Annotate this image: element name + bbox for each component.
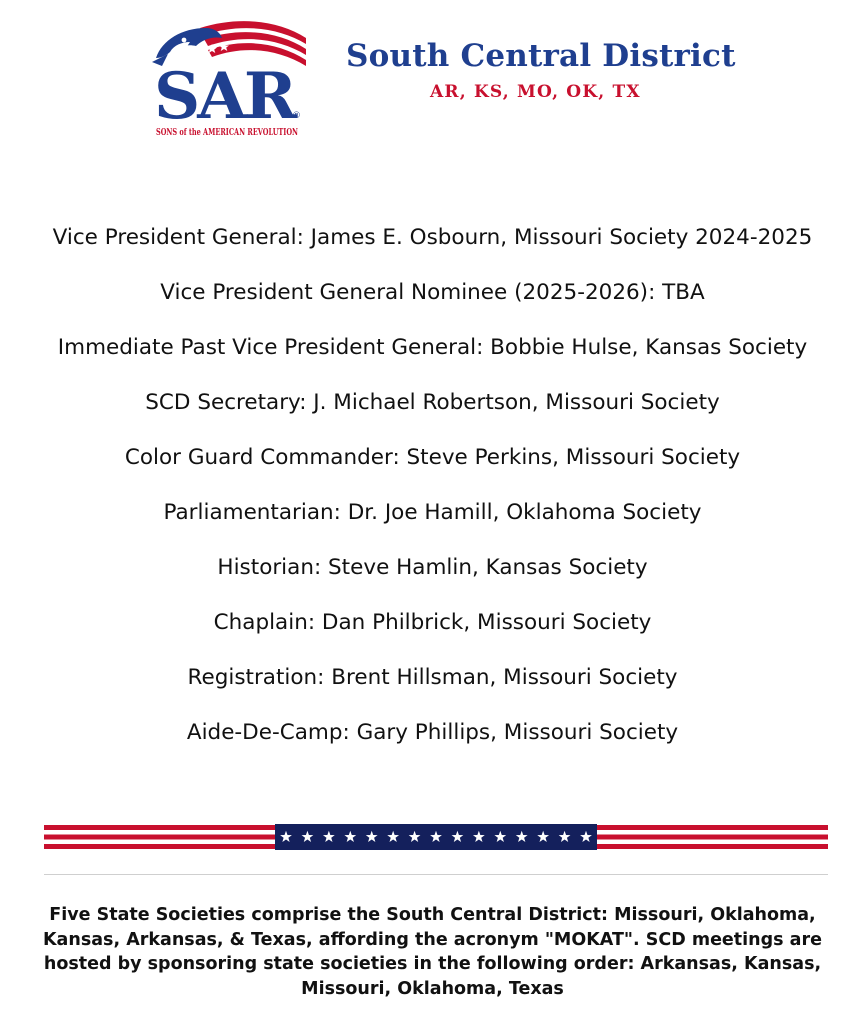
footer-description: Five State Societies comprise the South Central District: Missouri, Oklahoma, Kansas, Arkansas, & Texas, affording the acronym "MOKAT". SCD meetings are hosted by sponsoring state societies in the following order: Arkansas, Kansas, Missouri, Oklahoma, Texas [43, 905, 822, 999]
district-title: South Central District [346, 38, 736, 74]
patriotic-banner [44, 824, 828, 850]
officer-list [0, 222, 865, 772]
divider [44, 874, 828, 875]
sar-letters: SAR [154, 59, 295, 134]
officer-historian: Historian: Steve Hamlin, Kansas Society [217, 555, 648, 580]
officer-aide-de-camp: Aide-De-Camp: Gary Phillips, Missouri Society [186, 720, 679, 745]
sar-logo [148, 14, 310, 138]
page-header [0, 0, 865, 150]
officer-vice-president-general: Vice President General: James E. Osbourn, Missouri Society 2024-2025 [52, 225, 813, 250]
registered-mark: ® [292, 111, 301, 121]
district-states: AR, KS, MO, OK, TX [430, 82, 641, 102]
officer-registration: Registration: Brent Hillsman, Missouri Society [187, 665, 678, 690]
officer-chaplain: Chaplain: Dan Philbrick, Missouri Society [213, 610, 652, 635]
sar-caption: SONS of the AMERICAN REVOLUTION [156, 127, 299, 138]
officer-secretary: SCD Secretary: J. Michael Robertson, Missouri Society [145, 390, 720, 415]
officer-immediate-past-vpg: Immediate Past Vice President General: Bobbie Hulse, Kansas Society [57, 335, 808, 360]
officer-parliamentarian: Parliamentarian: Dr. Joe Hamill, Oklahoma Society [163, 500, 702, 525]
officer-color-guard-commander: Color Guard Commander: Steve Perkins, Missouri Society [124, 445, 741, 470]
officer-vpg-nominee: Vice President General Nominee (2025-2026): TBA [160, 280, 705, 305]
